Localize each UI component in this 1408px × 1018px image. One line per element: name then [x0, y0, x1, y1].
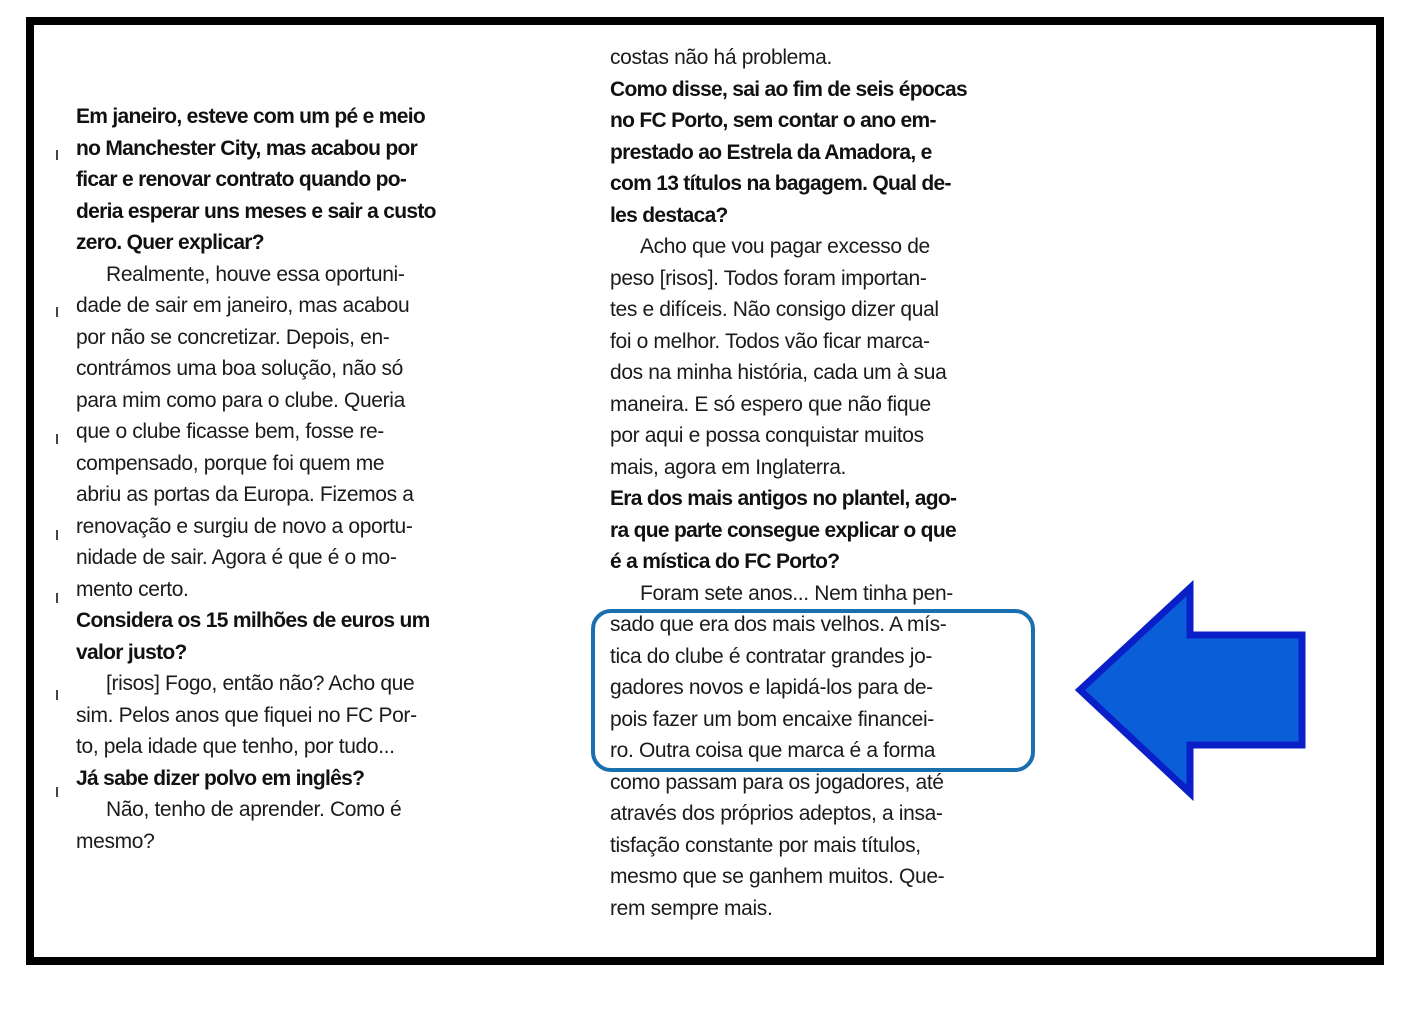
answer-line: dos na minha história, cada um à sua — [610, 361, 947, 384]
question-line: ficar e renovar contrato quando po- — [76, 168, 407, 191]
question-line: Já sabe dizer polvo em inglês? — [76, 766, 365, 790]
article-left-column — [76, 101, 496, 857]
answer-line: mento certo. — [76, 577, 189, 601]
answer-line: tica do clube é contratar grandes jo- — [610, 644, 933, 668]
question-line: deria esperar uns meses e sair a custo — [76, 199, 436, 223]
question-line: valor justo? — [76, 640, 187, 664]
answer-line: nidade de sair. Agora é que é o mo- — [76, 546, 397, 569]
answer-line: como passam para os jogadores, até — [610, 770, 944, 794]
answer-line: sado que era dos mais velhos. A mís- — [610, 613, 947, 636]
answer-line: [risos] Fogo, então não? Acho que — [106, 672, 415, 695]
answer-line: tes e difíceis. Não consigo dizer qual — [610, 298, 939, 321]
question-line: é a mística do FC Porto? — [610, 550, 840, 573]
article-right-column — [610, 42, 1030, 924]
answer-line: gadores novos e lapidá-los para de- — [610, 676, 933, 699]
question-line: prestado ao Estrela da Amadora, e — [610, 140, 932, 164]
answer-line: abriu as portas da Europa. Fizemos a — [76, 483, 414, 506]
left-arrow-icon — [1070, 580, 1315, 802]
answer-line: dade de sair em janeiro, mas acabou — [76, 294, 410, 317]
answer-line: renovação e surgiu de novo a oportu- — [76, 514, 413, 538]
answer-line: mais, agora em Inglaterra. — [610, 455, 847, 479]
answer-line: Realmente, houve essa oportuni- — [106, 262, 405, 286]
question-line: les destaca? — [610, 203, 728, 227]
margin-mark — [56, 307, 58, 317]
answer-line: mesmo? — [76, 829, 155, 853]
question-line: com 13 títulos na bagagem. Qual de- — [610, 172, 951, 195]
margin-mark — [56, 530, 58, 540]
question-line: no Manchester City, mas acabou por — [76, 136, 418, 160]
answer-line: Acho que vou pagar excesso de — [640, 235, 930, 258]
question-line: Como disse, sai ao fim de seis épocas — [610, 77, 967, 101]
question-line: Era dos mais antigos no plantel, ago- — [610, 487, 957, 510]
answer-line: Não, tenho de aprender. Como é — [106, 798, 402, 821]
highlight-box — [591, 609, 1035, 772]
answer-line: maneira. E só espero que não fique — [610, 392, 931, 416]
answer-line: contrámos uma boa solução, não só — [76, 357, 403, 380]
answer-line: para mim como para o clube. Queria — [76, 388, 405, 412]
answer-line: foi o melhor. Todos vão ficar marca- — [610, 329, 930, 353]
question-line: no FC Porto, sem contar o ano em- — [610, 109, 936, 132]
answer-line: tisfação constante por mais títulos, — [610, 833, 921, 857]
question-line: Considera os 15 milhões de euros um — [76, 609, 430, 632]
answer-line: por aqui e possa conquistar muitos — [610, 424, 924, 447]
answer-line: ro. Outra coisa que marca é a forma — [610, 739, 936, 762]
answer-line: costas não há problema. — [610, 46, 832, 69]
answer-line: compensado, porque foi quem me — [76, 451, 385, 475]
answer-line: que o clube ficasse bem, fosse re- — [76, 420, 384, 443]
answer-line: através dos próprios adeptos, a insa- — [610, 802, 943, 825]
answer-line: pois fazer um bom encaixe financei- — [610, 707, 934, 731]
margin-mark — [56, 434, 58, 444]
question-line: ra que parte consegue explicar o que — [610, 518, 956, 542]
margin-mark — [56, 787, 58, 797]
margin-mark — [56, 690, 58, 700]
question-line: zero. Quer explicar? — [76, 231, 264, 254]
margin-mark — [56, 150, 58, 160]
answer-line: rem sempre mais. — [610, 896, 773, 920]
answer-line: mesmo que se ganhem muitos. Que- — [610, 865, 945, 888]
answer-line: Foram sete anos... Nem tinha pen- — [640, 581, 953, 605]
answer-line: por não se concretizar. Depois, en- — [76, 325, 390, 349]
answer-line: sim. Pelos anos que fiquei no FC Por- — [76, 703, 417, 727]
answer-line: to, pela idade que tenho, por tudo... — [76, 735, 395, 758]
margin-mark — [56, 593, 58, 603]
answer-line: peso [risos]. Todos foram importan- — [610, 266, 927, 290]
question-line: Em janeiro, esteve com um pé e meio — [76, 105, 425, 128]
